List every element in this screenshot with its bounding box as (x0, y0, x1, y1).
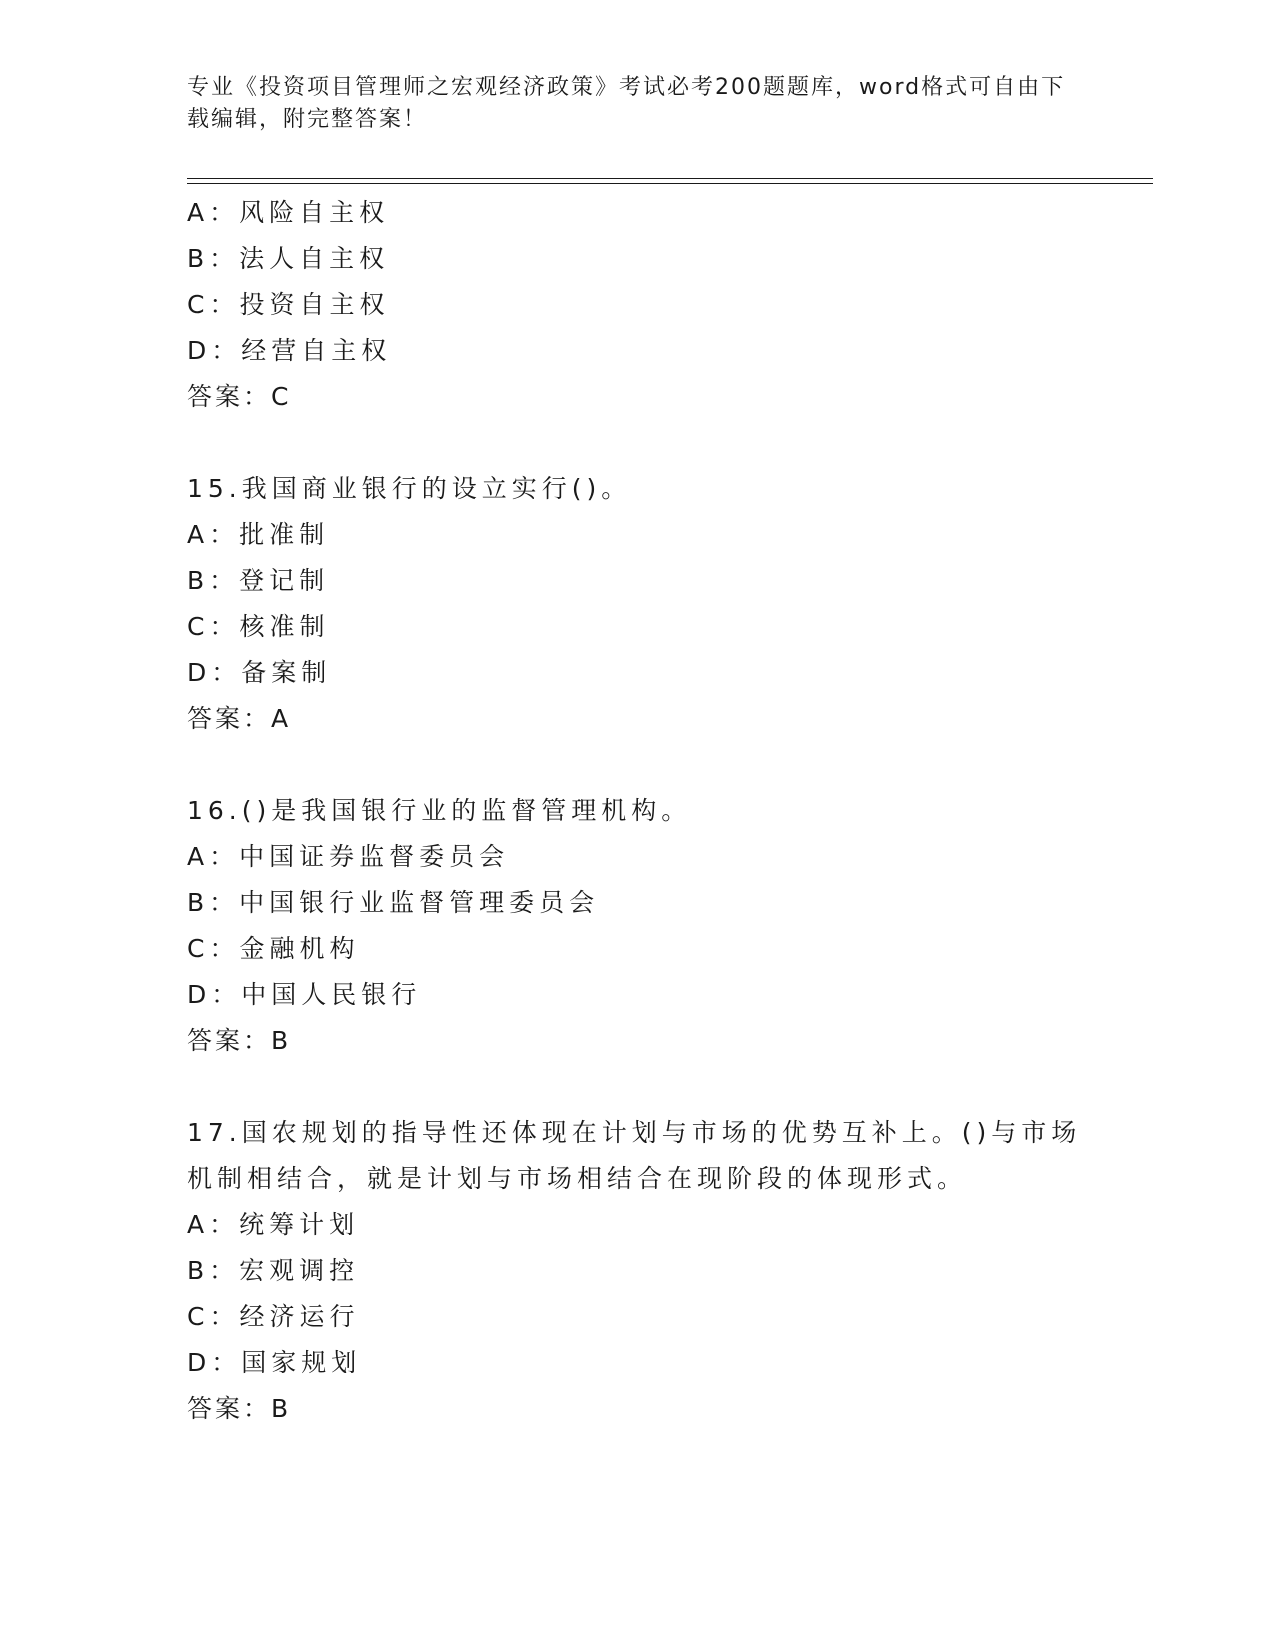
option-b: B：宏观调控 (187, 1256, 360, 1285)
option-d: D：经营自主权 (187, 336, 392, 365)
question-16-block (187, 788, 1107, 1064)
option-c: C：核准制 (187, 612, 330, 641)
question-text: 16.()是我国银行业的监督管理机构。 (187, 796, 692, 825)
question-17-block (187, 1110, 1107, 1432)
option-a: A：中国证券监督委员会 (187, 842, 510, 871)
answer-line: 答案：A (187, 704, 292, 733)
header-divider-top (187, 178, 1153, 179)
answer-line: 答案：C (187, 382, 292, 411)
option-a: A：批准制 (187, 520, 330, 549)
question-14-block (187, 190, 1107, 420)
option-c: C：投资自主权 (187, 290, 390, 319)
header-divider-bottom (187, 183, 1153, 184)
answer-line: 答案：B (187, 1394, 292, 1423)
option-c: C：金融机构 (187, 934, 360, 963)
option-d: D：国家规划 (187, 1348, 362, 1377)
option-a: A：统筹计划 (187, 1210, 360, 1239)
question-15-block (187, 466, 1107, 742)
option-c: C：经济运行 (187, 1302, 360, 1331)
option-b: B：登记制 (187, 566, 330, 595)
option-b: B：法人自主权 (187, 244, 390, 273)
page-header: 专业《投资项目管理师之宏观经济政策》考试必考200题题库，word格式可自由下载编辑，附完整答案！ (187, 75, 1066, 132)
option-d: D：中国人民银行 (187, 980, 422, 1009)
option-b: B：中国银行业监督管理委员会 (187, 888, 600, 917)
question-text: 15.我国商业银行的设立实行()。 (187, 474, 632, 503)
document-body (187, 190, 1107, 1432)
option-a: A：风险自主权 (187, 198, 390, 227)
option-d: D：备案制 (187, 658, 332, 687)
answer-line: 答案：B (187, 1026, 292, 1055)
question-text: 17.国农规划的指导性还体现在计划与市场的优势互补上。()与市场机制相结合，就是计划与市场相结合在现阶段的体现形式。 (187, 1118, 1082, 1193)
